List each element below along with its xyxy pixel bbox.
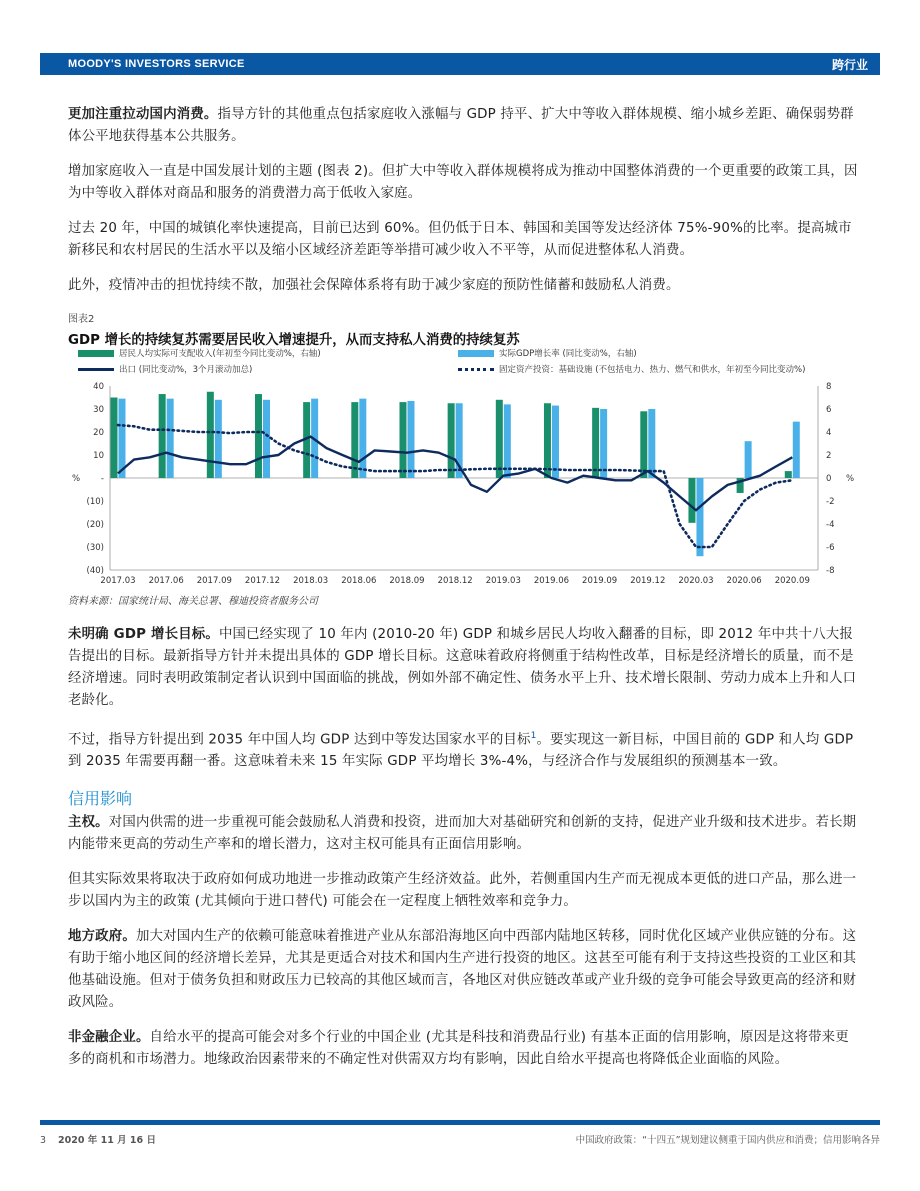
bar-gdp — [263, 400, 270, 478]
x-tick-label: 2019.06 — [533, 576, 570, 586]
x-tick-label: 2017.03 — [100, 576, 136, 586]
y-tick-left: (10) — [86, 497, 104, 507]
x-tick-label: 2019.03 — [485, 576, 521, 586]
paragraph: 过去 20 年，中国的城镇化率快速提高，目前已达到 60%。但仍低于日本、韩国和美国等发达经济体 75%-90%的比率。提高城市新移民和农村居民的生活水平以及缩小区域经济差距等举措可减少收入不平等，从而促进整体私人消费。 — [68, 221, 852, 258]
x-tick-label: 2020.06 — [726, 576, 762, 586]
y-tick-left: 20 — [93, 428, 104, 438]
bar-income — [111, 398, 118, 479]
footer-bar — [40, 1120, 880, 1125]
section-heading: 信用影响 — [68, 789, 133, 809]
y-tick-left: (20) — [86, 520, 104, 530]
y-tick-left: (30) — [86, 543, 104, 553]
bar-gdp — [552, 406, 559, 478]
x-tick-label: 2017.06 — [148, 576, 184, 586]
bar-income — [496, 400, 503, 478]
x-tick-label: 2018.03 — [293, 576, 329, 586]
bar-gdp — [407, 401, 414, 478]
x-tick-label: 2019.12 — [630, 576, 666, 586]
bar-gdp — [793, 422, 800, 478]
y-tick-left: 30 — [93, 405, 104, 415]
brand-name: MOODY'S INVESTORS SERVICE — [68, 58, 245, 70]
x-tick-label: 2020.03 — [678, 576, 714, 586]
bar-income — [448, 403, 455, 478]
bar-gdp — [359, 399, 366, 478]
paragraph: 地方政府。加大对国内生产的依赖可能意味着推进产业从东部沿海地区向中西部内陆地区转移，同时优化区域产业供应链的分布。这有助于缩小地区间的经济增长差异，尤其是更适合对技术和国内生产进行投资的地区。这甚至可能有利于支持这些投资的工业区和其他基础设施。但对于债务负担和财政压力已较高的其他区域而言，各地区对供应链改革或产业升级的竞争可能会导致更高的经济和财政风险。 — [68, 929, 857, 1011]
y-tick-left: 40 — [93, 382, 104, 392]
legend-income: 居民人均实际可支配收入(年初至今同比变动%，右轴) — [78, 347, 321, 359]
legend-gdp: 实际GDP增长率 (同比变动%，右轴) — [458, 347, 637, 359]
bar-income — [207, 392, 214, 478]
bar-income — [399, 402, 406, 478]
bar-income — [688, 478, 695, 523]
x-tick-label: 2020.09 — [774, 576, 810, 586]
footer-doc-title: 中国政府政策：“十四五”规划建议侧重于国内供应和消费；信用影响各异 — [575, 1135, 880, 1146]
footer-date: 2020 年 11 月 16 日 — [58, 1135, 156, 1146]
y-axis-label-left: % — [72, 474, 81, 484]
paragraph: 增加家庭收入一直是中国发展计划的主题 (图表 2)。但扩大中等收入群体规模将成为推动中国整体消费的一个更重要的政策工具，因为中等收入群体对商品和服务的消费潜力高于低收入家庭。 — [68, 164, 858, 201]
bar-income — [785, 471, 792, 478]
y-tick-left: (40) — [86, 566, 104, 576]
x-tick-label: 2018.12 — [437, 576, 473, 586]
paragraph: 不过，指导方针提出到 2035 年中国人均 GDP 达到中等发达国家水平的目标$^1$。要实现这一新目标，中国目前的 GDP 和人均 GDP 到 2035 年需要再翻一番。这意味着未来 15 年实际 GDP 平均增长 3%-4%，与经济合作与发展组织的预测基本一致。 — [68, 731, 854, 770]
combo-chart — [68, 380, 858, 592]
y-tick-right: 6 — [826, 405, 832, 415]
paragraph: 主权。对国内供需的进一步重视可能会鼓励私人消费和投资，进而加大对基础研究和创新的支持，促进产业升级和技术进步。若长期内能带来更高的劳动生产率和的增长潜力，这对主权可能具有正面信用影响。 — [68, 815, 857, 853]
paragraph: 此外，疫情冲击的担忧持续不散，加强社会保障体系将有助于减少家庭的预防性储蓄和鼓励私人消费。 — [68, 278, 680, 293]
bar-gdp — [504, 404, 511, 478]
paragraph: 非金融企业。自给水平的提高可能会对多个行业的中国企业 (尤其是科技和消费品行业) 有基本正面的信用影响，原因是这将带来更多的商机和市场潜力。地缘政治因素带来的不确定性对供需双方均有影响，因此自给水平提高也将降低企业面临的风险。 — [68, 1030, 849, 1068]
bar-income — [544, 403, 551, 478]
page-number: 3 — [40, 1135, 47, 1146]
section-label: 跨行业 — [831, 57, 868, 72]
bar-income — [640, 411, 647, 478]
x-tick-label: 2017.12 — [244, 576, 281, 586]
y-tick-left: - — [100, 474, 104, 484]
bar-gdp — [600, 409, 607, 478]
figure-label: 图表2 — [68, 314, 95, 325]
paragraph: 但其实际效果将取决于政府如何成功地进一步推动政策产生经济效益。此外，若侧重国内生产而无视成本更低的进口产品，那么进一步以国内为主的政策 (尤其倾向于进口替代) 可能会在一定程度上牺牲效率和竞争力。 — [68, 872, 857, 910]
bar-income — [351, 402, 358, 478]
y-tick-left: 10 — [93, 451, 104, 461]
y-tick-right: -8 — [826, 566, 835, 576]
y-tick-right: 0 — [826, 474, 832, 484]
bar-gdp — [745, 441, 752, 478]
bar-income — [255, 394, 262, 478]
x-tick-label: 2017.09 — [196, 576, 232, 586]
footnote-ref[interactable]: 1 — [530, 731, 537, 741]
bar-gdp — [167, 399, 174, 478]
paragraph: 更加注重拉动国内消费。指导方针的其他重点包括家庭收入涨幅与 GDP 持平、扩大中等收入群体规模、缩小城乡差距、确保弱势群体公平地获得基本公共服务。 — [68, 107, 854, 144]
footer — [40, 1132, 880, 1146]
bar-gdp — [696, 478, 703, 556]
x-tick-label: 2018.06 — [341, 576, 377, 586]
bar-income — [159, 394, 166, 478]
legend-exports: 出口 (同比变动%，3个月滚动加总) — [78, 363, 252, 375]
header-bar — [40, 53, 880, 75]
bar-gdp — [215, 400, 222, 478]
bar-gdp — [648, 409, 655, 478]
y-tick-right: 4 — [826, 428, 832, 438]
y-tick-right: 2 — [826, 451, 832, 461]
body-section-2 — [68, 624, 858, 1084]
y-tick-right: -6 — [826, 543, 835, 553]
y-tick-right: -2 — [826, 497, 835, 507]
body-section-1 — [68, 104, 858, 348]
bar-gdp — [119, 399, 126, 478]
legend-fai: 固定资产投资：基础设施 (不包括电力、热力、燃气和供水，年初至今同比变动%) — [458, 363, 805, 375]
y-tick-right: 8 — [826, 382, 832, 392]
y-axis-label-right: % — [846, 474, 855, 484]
figure-title: GDP 增长的持续复苏需要居民收入增速提升，从而支持私人消费的持续复苏 — [68, 333, 520, 348]
paragraph: 未明确 GDP 增长目标。中国已经实现了 10 年内 (2010-20 年) GDP 和城乡居民人均收入翻番的目标，即 2012 年中共十八大报告提出的目标。最新指导方针并未提出具体的 GDP 增长目标。这意味着政府将侧重于结构性改革，目标是经济增长的质量，而不是经济增速。同时表明政策制定者认识到中国面临的挑战，例如外部不确定性、债务水平上升、技术增长限制、劳动力成本上升和人口老龄化。 — [68, 627, 857, 708]
figure-source: 资料来源：国家统计局、海关总署、穆迪投资者服务公司 — [68, 596, 318, 607]
y-tick-right: -4 — [826, 520, 835, 530]
x-tick-label: 2019.09 — [582, 576, 618, 586]
x-tick-label: 2018.09 — [389, 576, 425, 586]
bar-income — [592, 408, 599, 478]
